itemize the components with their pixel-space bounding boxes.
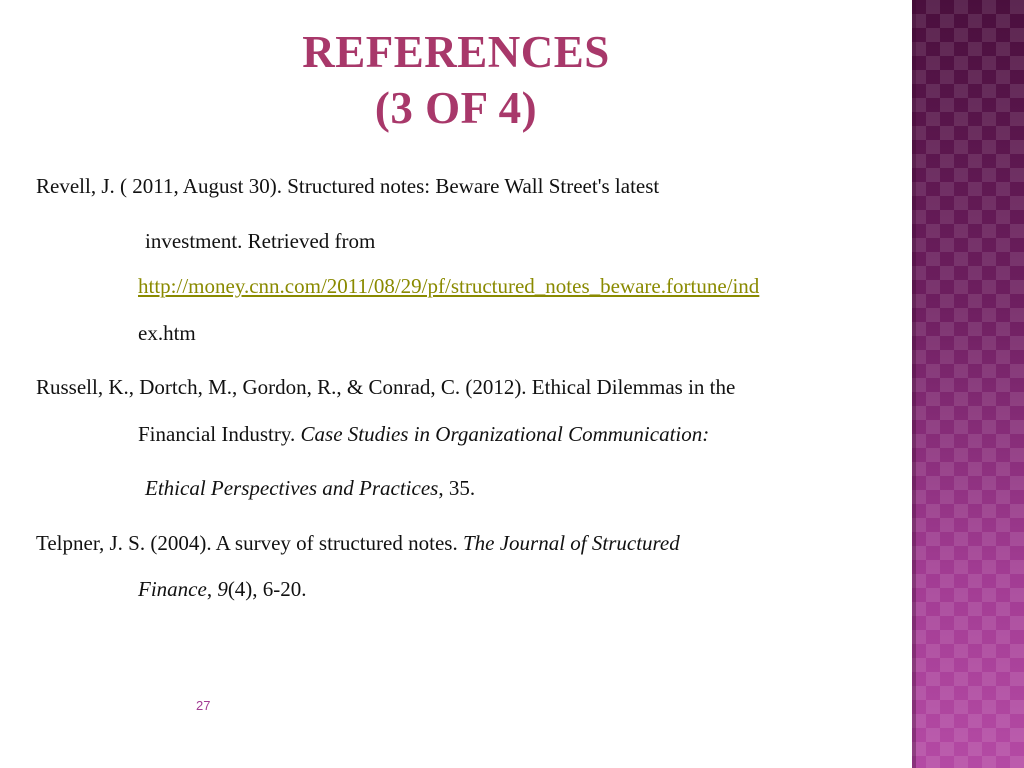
ref-russell-line-3 — [145, 476, 475, 501]
ref-telpner-line-1-text: Telpner, J. S. (2004). A survey of structured notes. — [36, 531, 463, 555]
ref-telpner-line-1 — [36, 531, 680, 556]
ref-russell-line-2-text: Financial Industry. — [138, 422, 301, 446]
ref-russell-book-subtitle: Ethical Perspectives and Practices — [145, 476, 439, 500]
decorative-side-band — [912, 0, 1024, 768]
ref-telpner-volume: 9 — [217, 577, 228, 601]
page-number: 27 — [196, 698, 211, 713]
ref-telpner-issue-pages: (4), 6-20. — [227, 577, 307, 601]
ref-russell-page: , 35. — [438, 476, 476, 500]
ref-russell-book-title: Case Studies in Organizational Communication: — [300, 422, 710, 446]
title-line-2: (3 OF 4) — [374, 83, 538, 133]
title-line-1: REFERENCES — [302, 27, 610, 77]
ref-russell-line-2 — [138, 422, 709, 447]
ref-telpner-journal: The Journal of Structured — [462, 531, 680, 555]
ref-telpner-line-2 — [138, 577, 307, 602]
ref-russell-line-1: Russell, K., Dortch, M., Gordon, R., & Conrad, C. (2012). Ethical Dilemmas in the — [36, 375, 736, 399]
ref-revell-line-1: Revell, J. ( 2011, August 30). Structured notes: Beware Wall Street's latest — [36, 174, 660, 198]
ref-telpner-journal-end: Finance — [138, 577, 207, 601]
slide-title — [200, 24, 712, 136]
ref-telpner-sep: , — [206, 577, 218, 601]
ref-revell-url[interactable] — [138, 274, 759, 299]
ref-revell-line-2: investment. Retrieved from — [145, 229, 376, 253]
ref-revell-url-end: ex.htm — [138, 321, 196, 345]
ref-revell-link[interactable]: http://money.cnn.com/2011/08/29/pf/structured_notes_beware.fortune/ind — [138, 274, 760, 298]
